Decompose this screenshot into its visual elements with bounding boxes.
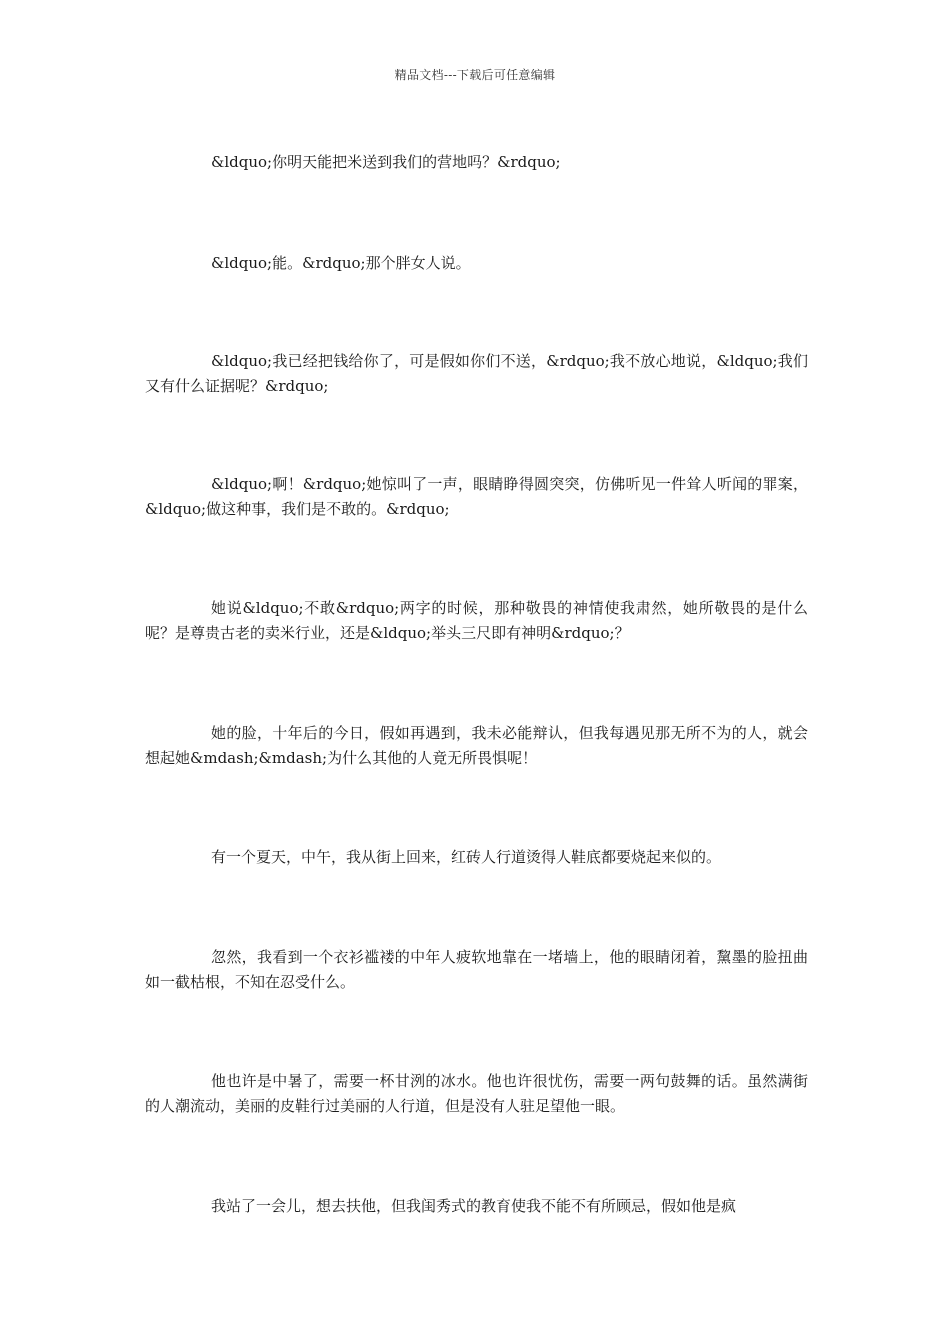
paragraph-7: 有一个夏天，中午，我从街上回来，红砖人行道烫得人鞋底都要烧起来似的。 [211, 848, 722, 866]
paragraph-3: &ldquo;我已经把钱给你了，可是假如你们不送，&rdquo;我不放心地说，&ldquo;我们又有什么证据呢？&rdquo; [145, 352, 808, 395]
paragraph-2: &ldquo;能。&rdquo;那个胖女人说。 [211, 254, 471, 272]
paragraph-1: &ldquo;你明天能把米送到我们的营地吗？&rdquo; [211, 153, 561, 171]
page-header: 精品文档---下载后可任意编辑 [394, 68, 556, 82]
paragraph-8: 忽然，我看到一个衣衫褴褛的中年人疲软地靠在一堵墙上，他的眼睛闭着，黧墨的脸扭曲如一截枯根，不知在忍受什么。 [145, 948, 808, 991]
paragraph-6: 她的脸，十年后的今日，假如再遇到，我未必能辩认，但我每遇见那无所不为的人，就会想起她&mdash;&mdash;为什么其他的人竟无所畏惧呢！ [145, 724, 808, 767]
paragraph-4: &ldquo;啊！&rdquo;她惊叫了一声，眼睛睁得圆突突，仿佛听见一件耸人听闻的罪案，&ldquo;做这种事，我们是不敢的。&rdquo; [145, 475, 808, 518]
paragraph-10: 我站了一会儿，想去扶他，但我闺秀式的教育使我不能不有所顾忌，假如他是疯 [211, 1197, 737, 1215]
paragraph-9: 他也许是中暑了，需要一杯甘洌的冰水。他也许很忧伤，需要一两句鼓舞的话。虽然满街的人潮流动，美丽的皮鞋行过美丽的人行道，但是没有人驻足望他一眼。 [145, 1072, 808, 1115]
paragraph-5: 她说&ldquo;不敢&rdquo;两字的时候，那种敬畏的神情使我肃然，她所敬畏的是什么呢？是尊贵古老的卖米行业，还是&ldquo;举头三尺即有神明&rdquo;？ [145, 599, 808, 642]
